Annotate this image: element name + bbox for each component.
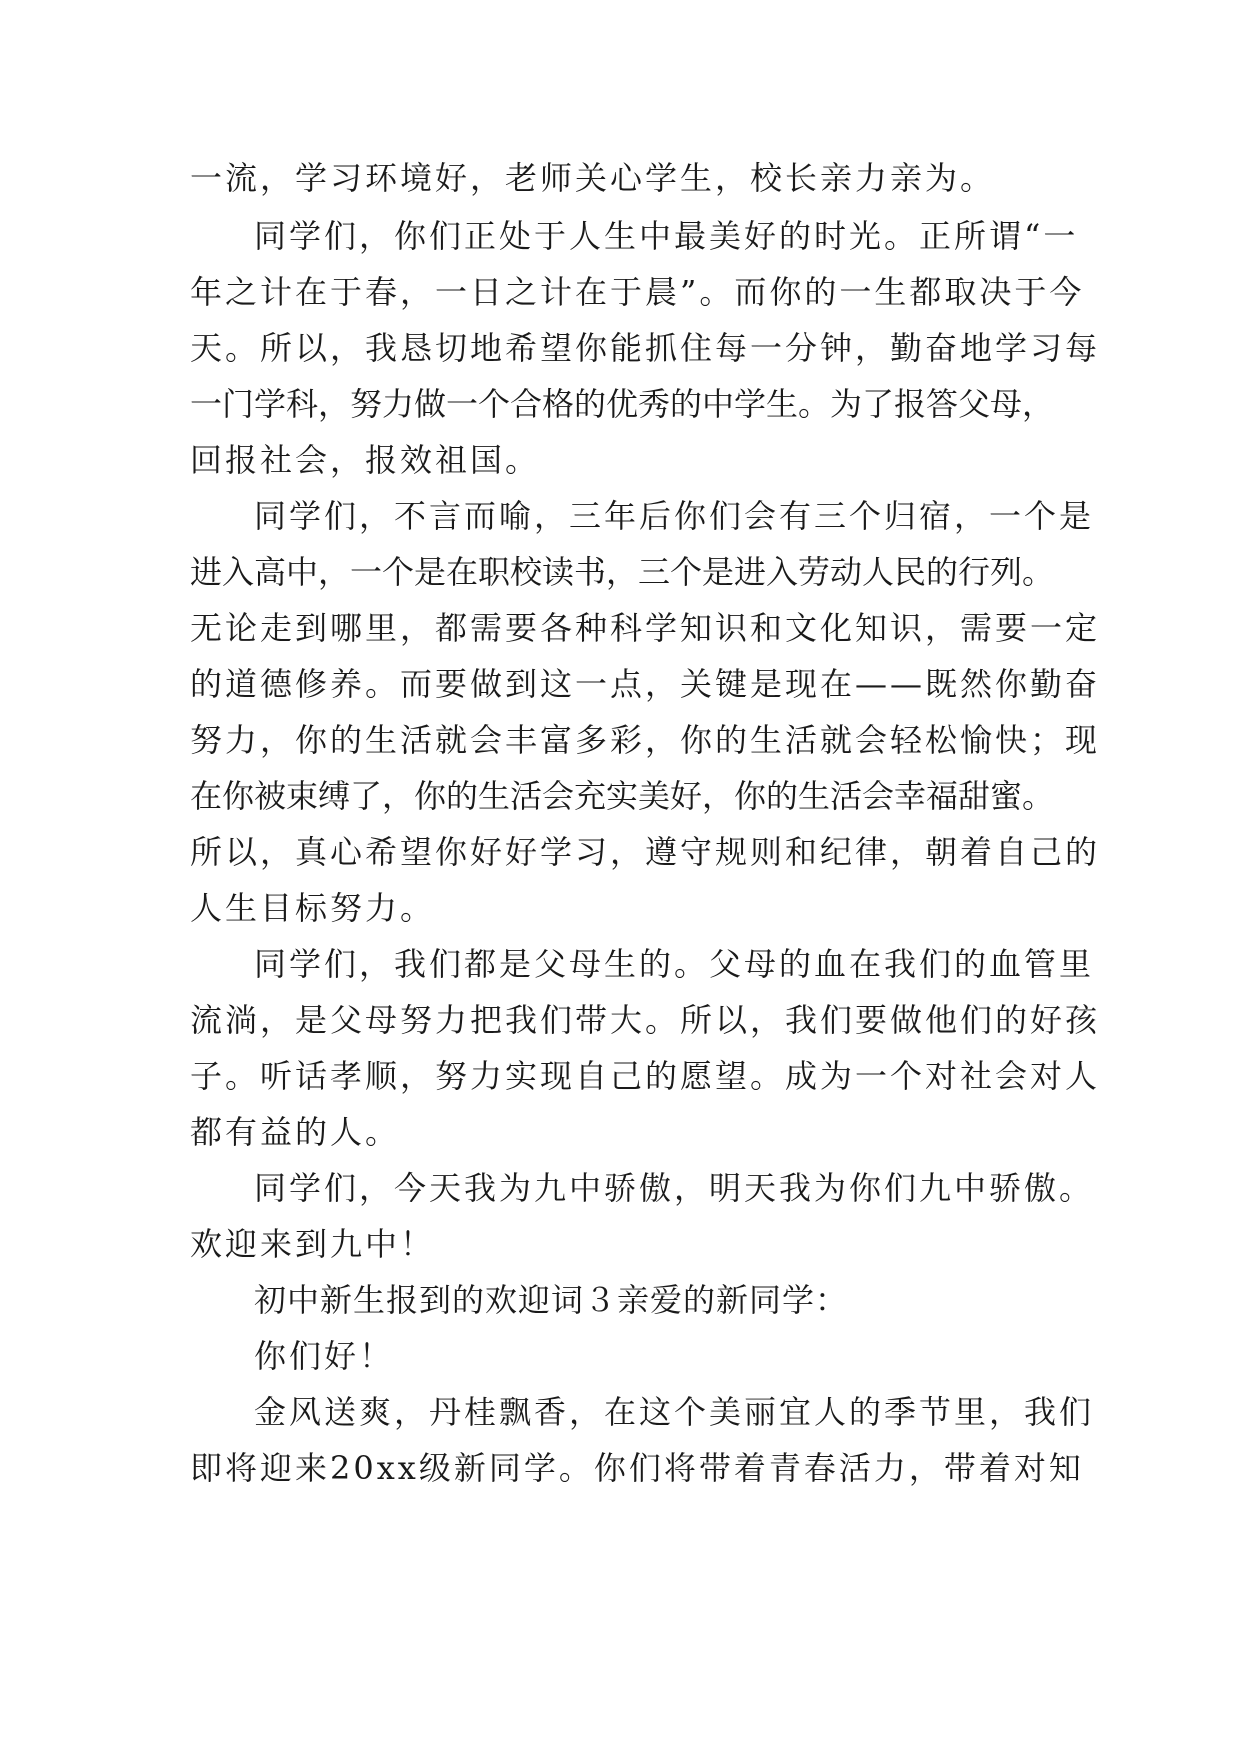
text-line: 努力，你的生活就会丰富多彩，你的生活就会轻松愉快；现 (190, 721, 1101, 759)
text-line: 同学们，今天我为九中骄傲，明天我为你们九中骄傲。 (254, 1169, 1095, 1207)
text-line: 一流，学习环境好，老师关心学生，校长亲力亲为。 (190, 159, 996, 197)
text-line: 的道德修养。而要做到这一点，关键是现在——既然你勤奋 (190, 665, 1101, 703)
text-line: 你们好！ (254, 1337, 395, 1375)
text-line: 都有益的人。 (190, 1113, 401, 1151)
text-line: 人生目标努力。 (190, 889, 436, 927)
text-line: 回报社会，报效祖国。 (190, 441, 541, 479)
text-line: 在你被束缚了，你的生活会充实美好，你的生活会幸福甜蜜。 (190, 777, 1055, 815)
text-line: 金风送爽，丹桂飘香，在这个美丽宜人的季节里，我们 (254, 1393, 1095, 1431)
text-line: 所以，真心希望你好好学习，遵守规则和纪律，朝着自己的 (190, 833, 1101, 871)
text-line: 初中新生报到的欢迎词３亲爱的新同学： (254, 1281, 849, 1319)
text-line: 子。听话孝顺，努力实现自己的愿望。成为一个对社会对人 (190, 1057, 1101, 1095)
text-line: 进入高中，一个是在职校读书，三个是进入劳动人民的行列。 (190, 553, 1055, 591)
text-line: 即将迎来20xx级新同学。你们将带着青春活力，带着对知 (190, 1449, 1084, 1487)
text-line: 同学们，不言而喻，三年后你们会有三个归宿，一个是 (254, 497, 1095, 535)
text-line: 欢迎来到九中！ (190, 1225, 436, 1263)
text-line: 流淌，是父母努力把我们带大。所以，我们要做他们的好孩 (190, 1001, 1101, 1039)
text-line: 年之计在于春，一日之计在于晨”。而你的一生都取决于今 (190, 273, 1085, 311)
text-line: 一门学科，努力做一个合格的优秀的中学生。为了报答父母， (190, 385, 1055, 423)
text-line: 天。所以，我恳切地希望你能抓住每一分钟，勤奋地学习每 (190, 329, 1101, 367)
text-line: 同学们，我们都是父母生的。父母的血在我们的血管里 (254, 945, 1095, 983)
text-line: 无论走到哪里，都需要各种科学知识和文化知识，需要一定 (190, 609, 1101, 647)
text-line: 同学们，你们正处于人生中最美好的时光。正所谓“一 (254, 217, 1079, 255)
